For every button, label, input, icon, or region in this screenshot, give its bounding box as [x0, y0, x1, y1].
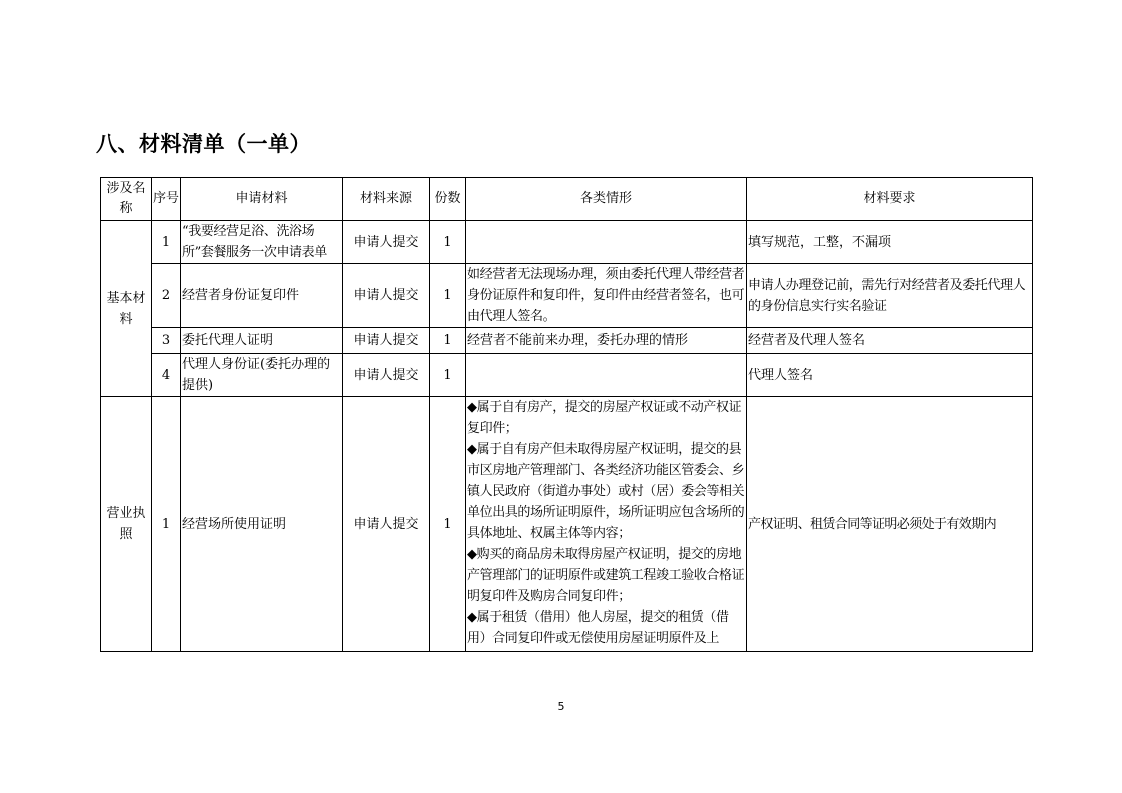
page-title: 八、材料清单（一单）: [96, 132, 311, 156]
category-cell: [101, 221, 152, 397]
table-row: [101, 354, 1033, 397]
row-no: 4: [152, 354, 181, 397]
row-material: 代理人身份证(委托办理的提供): [181, 354, 343, 397]
page-number: 5: [557, 700, 565, 713]
row-material: 委托代理人证明: [181, 328, 343, 354]
row-source: 申请人提交: [343, 264, 430, 328]
row-source: 申请人提交: [343, 354, 430, 397]
row-situation: [466, 221, 747, 264]
row-requirement: 经营者及代理人签名: [747, 328, 1033, 354]
situation-item: ◆购买的商品房未取得房屋产权证明，提交的房地产管理部门的证明原件或建筑工程竣工验收合格证明复印件及购房合同复印件；: [467, 547, 745, 604]
table-row: [101, 328, 1033, 354]
row-copies: 1: [430, 354, 466, 397]
table-row: [101, 221, 1033, 264]
row-no: 3: [152, 328, 181, 354]
table-row: [101, 264, 1033, 328]
row-source: 申请人提交: [343, 328, 430, 354]
row-copies: 1: [430, 221, 466, 264]
row-material: 经营场所使用证明: [181, 397, 343, 652]
row-no: 1: [152, 397, 181, 652]
header-requirement: 材料要求: [747, 178, 1033, 221]
header-no: 序号: [152, 178, 181, 221]
row-requirement: 填写规范，工整，不漏项: [747, 221, 1033, 264]
row-situation: [466, 397, 747, 652]
row-source: 申请人提交: [343, 397, 430, 652]
materials-table: [100, 177, 1033, 652]
row-copies: 1: [430, 328, 466, 354]
situation-item: ◆属于自有房产，提交的房屋产权证或不动产权证复印件；: [467, 400, 742, 436]
row-material: “我要经营足浴、洗浴场所”套餐服务一次申请表单: [181, 221, 343, 264]
category-label: 营业执照: [106, 506, 146, 542]
row-source: 申请人提交: [343, 221, 430, 264]
category-cell: [101, 397, 152, 652]
row-requirement: 代理人签名: [747, 354, 1033, 397]
row-material: 经营者身份证复印件: [181, 264, 343, 328]
row-no: 2: [152, 264, 181, 328]
table-header-row: [101, 178, 1033, 221]
header-source: 材料来源: [343, 178, 430, 221]
header-situation: 各类情形: [466, 178, 747, 221]
row-copies: 1: [430, 397, 466, 652]
table-row: [101, 397, 1033, 652]
situation-item: ◆属于自有房产但未取得房屋产权证明，提交的县市区房地产管理部门、各类经济功能区管委会、乡镇人民政府（街道办事处）或村（居）委会等相关单位出具的场所证明原件，场所证明应包含场所的具体地址、权属主体等内容；: [467, 442, 745, 541]
row-situation: [466, 354, 747, 397]
situation-item: ◆属于租赁（借用）他人房屋，提交的租赁（借用）合同复印件或无偿使用房屋证明原件及上: [467, 610, 729, 646]
row-no: 1: [152, 221, 181, 264]
header-copies: 份数: [430, 178, 466, 221]
row-situation: 经营者不能前来办理，委托办理的情形: [466, 328, 747, 354]
header-category: 涉及名称: [101, 178, 152, 221]
row-copies: 1: [430, 264, 466, 328]
category-label: 基本材料: [106, 290, 146, 327]
row-requirement: 产权证明、租赁合同等证明必须处于有效期内: [747, 397, 1033, 652]
row-situation: 如经营者无法现场办理，须由委托代理人带经营者身份证原件和复印件，复印件由经营者签名，也可由代理人签名。: [466, 264, 747, 328]
header-material: 申请材料: [181, 178, 343, 221]
row-requirement: 申请人办理登记前，需先行对经营者及委托代理人的身份信息实行实名验证: [747, 264, 1033, 328]
